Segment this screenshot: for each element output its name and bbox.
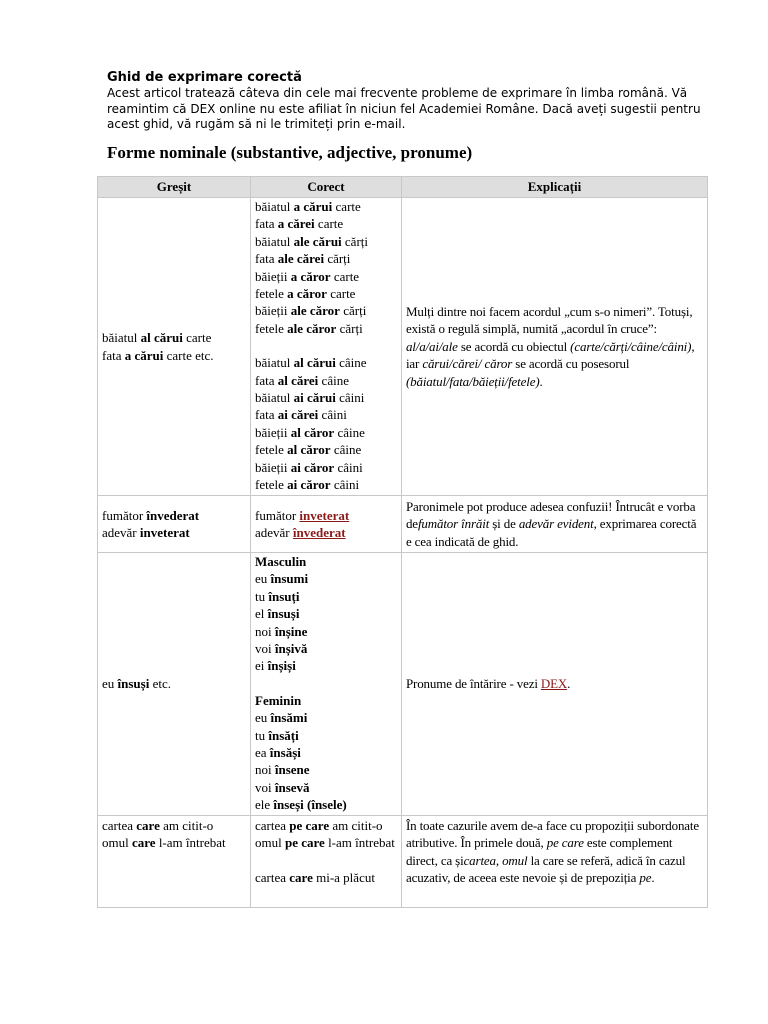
spacer bbox=[255, 852, 399, 869]
correct-example: fata al cărei câine bbox=[255, 372, 349, 388]
wrong-example: băiatul al cărui carte bbox=[102, 330, 212, 346]
correct-example: băiatul ale cărui cărți bbox=[255, 233, 368, 249]
wrong-example: adevăr inveterat bbox=[102, 525, 190, 540]
table-row bbox=[98, 815, 708, 907]
correct-example: voi însevă bbox=[255, 779, 310, 795]
wrong-example: eu însuși etc. bbox=[102, 676, 171, 692]
correct-example: băieții ale căror cărți bbox=[255, 303, 367, 319]
table-row bbox=[98, 496, 708, 553]
correct-example: fetele a căror carte bbox=[255, 286, 356, 302]
spacer bbox=[255, 675, 399, 692]
wrong-cell bbox=[98, 496, 251, 553]
correct-example: cartea pe care am citit-o bbox=[255, 817, 383, 833]
wrong-example: cartea care am citit-o bbox=[102, 817, 214, 833]
correct-example: eu însumi bbox=[255, 571, 309, 587]
explanation-cell: Pronume de întărire - vezi DEX. bbox=[401, 553, 707, 816]
correct-example: el însuși bbox=[255, 606, 300, 622]
correct-example: ele înseși (însele) bbox=[255, 797, 347, 813]
nominal-forms-table bbox=[97, 176, 708, 908]
correct-cell bbox=[251, 198, 402, 496]
correct-example: omul pe care l-am întrebat bbox=[255, 835, 395, 851]
correct-example: băiatul al cărui câine bbox=[255, 355, 367, 371]
wrong-example: fata a cărui carte etc. bbox=[102, 347, 214, 363]
wrong-example: omul care l-am întrebat bbox=[102, 835, 226, 851]
correct-example: ei înșiși bbox=[255, 658, 296, 674]
intro-block bbox=[107, 70, 707, 133]
correct-cell bbox=[251, 553, 402, 816]
dex-link-invederat[interactable]: învederat bbox=[292, 525, 346, 540]
correct-example: fetele ai căror câini bbox=[255, 477, 360, 493]
correct-cell bbox=[251, 496, 402, 553]
correct-example: fetele al căror câine bbox=[255, 442, 362, 458]
dex-link-inveterat[interactable]: inveterat bbox=[299, 507, 350, 523]
table-row bbox=[98, 198, 708, 496]
correct-example: băieții a căror carte bbox=[255, 268, 360, 284]
correct-example: băiatul a cărui carte bbox=[255, 199, 361, 214]
correct-example: tu însăți bbox=[255, 727, 299, 743]
correct-cell bbox=[251, 815, 402, 907]
table-header-row bbox=[98, 177, 708, 198]
correct-example: noi înșine bbox=[255, 623, 308, 639]
correct-example: băiatul ai cărui câini bbox=[255, 390, 365, 406]
correct-example: adevăr învederat bbox=[255, 525, 346, 540]
wrong-example: fumător învederat bbox=[102, 507, 200, 523]
header-explanation: Explicații bbox=[401, 177, 707, 198]
masculine-label: Masculin bbox=[255, 554, 307, 569]
header-wrong: Greșit bbox=[98, 177, 251, 198]
section-title: Forme nominale (substantive, adjective, pronume) bbox=[107, 143, 473, 162]
explanation-cell: Mulți dintre noi facem acordul „cum s-o nimeri”. Totuși, există o regulă simplă, numită „acordul în cruce”: al/a/ai/ale se acordă cu obiectul (carte/cărți/câine/câini), iar cărui/cărei/ căror se acordă cu posesorul (băiatul/fata/băieții/fetele). bbox=[401, 198, 707, 496]
correct-example: cartea care mi-a plăcut bbox=[255, 869, 375, 885]
correct-example: ea însăși bbox=[255, 745, 301, 761]
intro-text: Acest articol tratează câteva din cele mai frecvente probleme de exprimare în limba română. Vă reamintim că DEX online nu este afiliat în niciun fel Academiei Române. Dacă aveți sugestii pentru acest ghid, vă rugăm să ni le trimiteți prin e-mail. bbox=[107, 86, 701, 131]
correct-example: fata a cărei carte bbox=[255, 216, 344, 232]
spacer bbox=[255, 337, 399, 354]
correct-example: fumător inveterat bbox=[255, 507, 350, 523]
wrong-cell bbox=[98, 815, 251, 907]
explanation-cell: În toate cazurile avem de-a face cu propoziții subordonate atributive. În primele două, pe care este complement direct, ca șicartea, omul la care se referă, adică în cazul acuzativ, de aceea este nevoie și de prepoziția pe. bbox=[401, 815, 707, 907]
table-row bbox=[98, 553, 708, 816]
correct-example: tu însuți bbox=[255, 588, 300, 604]
correct-example: fata ale cărei cărți bbox=[255, 251, 351, 267]
correct-example: băieții al căror câine bbox=[255, 424, 365, 440]
feminine-label: Feminin bbox=[255, 692, 302, 708]
explanation-cell: Paronimele pot produce adesea confuzii! Întrucât e vorba defumător înrăit și de adevăr evident, exprimarea corectă e cea indicată de ghid. bbox=[401, 496, 707, 553]
dex-link[interactable]: DEX bbox=[540, 676, 568, 692]
wrong-cell bbox=[98, 553, 251, 816]
correct-example: eu însămi bbox=[255, 710, 308, 726]
header-correct: Corect bbox=[251, 177, 402, 198]
correct-example: fetele ale căror cărți bbox=[255, 320, 363, 336]
correct-example: băieții ai căror câini bbox=[255, 459, 363, 475]
correct-example: voi înșivă bbox=[255, 641, 308, 657]
correct-example: noi însene bbox=[255, 762, 310, 778]
correct-example: fata ai cărei câini bbox=[255, 407, 347, 423]
guide-title: Ghid de exprimare corectă bbox=[107, 70, 302, 85]
wrong-cell bbox=[98, 198, 251, 496]
